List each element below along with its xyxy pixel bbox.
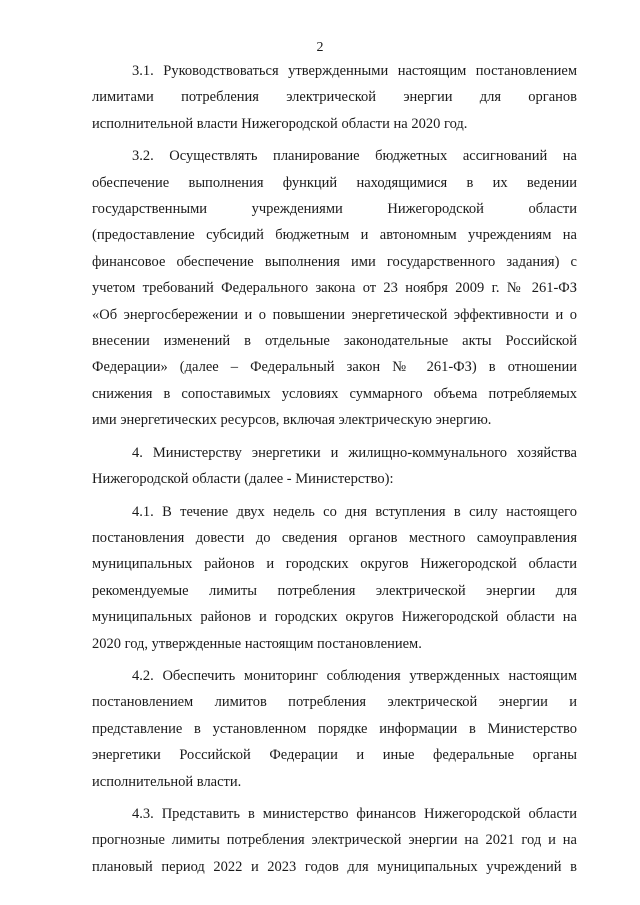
text-line: представление в установленном порядке информации в Министерство: [92, 720, 577, 737]
text-line: прогнозные лимиты потребления электрической энергии на 2021 год и на: [92, 832, 577, 849]
text-line: «Об энергосбережении и о повышении энергетической эффективности и о: [92, 306, 577, 323]
text-line: ими энергетических ресурсов, включая электрическую энергию.: [92, 412, 492, 429]
text-line: внесении изменений в отдельные законодательные акты Российской: [92, 333, 577, 350]
text-line: Федерации» (далее – Федеральный закон № 261-ФЗ) в отношении: [92, 359, 577, 376]
page-number: 2: [316, 40, 324, 55]
paragraph: [92, 58, 577, 137]
text-line: 4. Министерству энергетики и жилищно-коммунального хозяйства: [132, 444, 577, 461]
text-line: муниципальных районов и городских округов Нижегородской области на: [92, 609, 577, 626]
text-line: 4.2. Обеспечить мониторинг соблюдения утвержденных настоящим: [132, 667, 577, 684]
document-body: [92, 58, 577, 880]
paragraph: [92, 499, 577, 657]
text-line: 3.2. Осуществлять планирование бюджетных ассигнований на: [132, 148, 577, 165]
text-line: муниципальных районов и городских округов Нижегородской области: [92, 556, 577, 573]
text-line: Нижегородской области (далее - Министерство):: [92, 471, 394, 488]
text-line: энергетики Российской Федерации и иные федеральные органы: [92, 747, 577, 764]
paragraph: [92, 801, 577, 880]
text-line: лимитами потребления электрической энергии для органов: [92, 89, 577, 106]
text-line: постановления довести до сведения органов местного самоуправления: [92, 529, 577, 546]
text-line: 4.1. В течение двух недель со дня вступления в силу настоящего: [132, 503, 577, 520]
text-line: финансовое обеспечение выполнения ими государственного задания) с: [92, 253, 577, 270]
paragraph: [92, 440, 577, 493]
text-line: исполнительной власти Нижегородской области на 2020 год.: [92, 115, 468, 132]
text-line: (предоставление субсидий бюджетным и автономным учреждениям на: [92, 227, 577, 244]
text-line: учетом требований Федерального закона от 23 ноября 2009 г. № 261-ФЗ: [92, 280, 577, 297]
text-line: постановлением лимитов потребления электрической энергии и: [92, 694, 577, 711]
text-line: снижения в сопоставимых условиях суммарного объема потребляемых: [92, 385, 577, 402]
paragraph: [92, 663, 577, 795]
text-line: обеспечение выполнения функций находящимися в их ведении: [92, 174, 577, 191]
text-line: исполнительной власти.: [92, 773, 242, 790]
text-line: государственными учреждениями Нижегородской области: [92, 201, 577, 218]
text-line: 2020 год, утвержденные настоящим постановлением.: [92, 635, 422, 652]
text-line: плановый период 2022 и 2023 годов для муниципальных учреждений в: [92, 858, 577, 875]
text-line: 3.1. Руководствоваться утвержденными настоящим постановлением: [132, 63, 577, 79]
paragraph: [92, 143, 577, 433]
text-line: рекомендуемые лимиты потребления электрической энергии для: [92, 582, 577, 599]
text-line: 4.3. Представить в министерство финансов Нижегородской области: [132, 805, 577, 822]
